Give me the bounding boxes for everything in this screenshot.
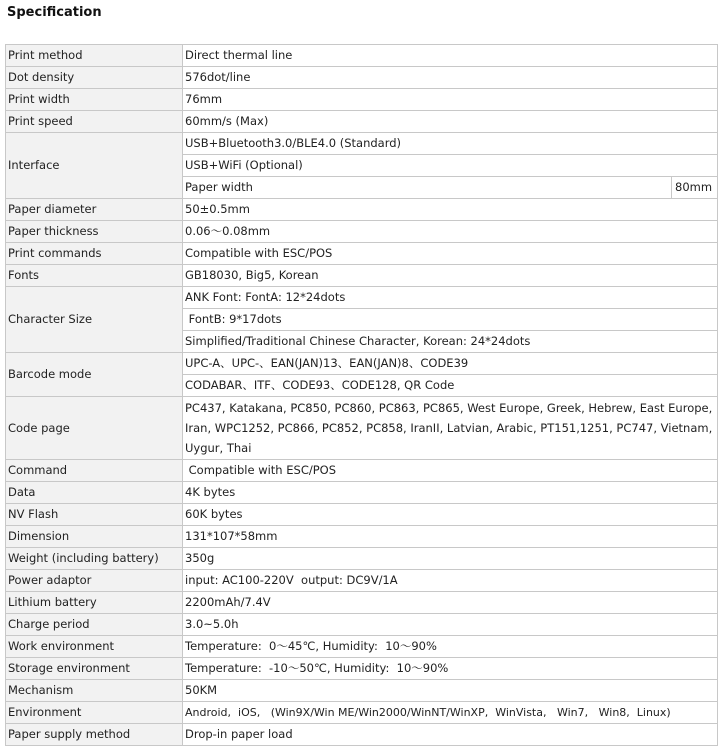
- paper-width-cell: [183, 177, 718, 199]
- row-value: ANK Font: FontA: 12*24dots: [183, 287, 718, 309]
- row-label: Print method: [6, 45, 183, 67]
- row-label: Dot density: [6, 67, 183, 89]
- row-value: 2200mAh/7.4V: [183, 592, 718, 614]
- row-label: Print speed: [6, 111, 183, 133]
- row-label: Work environment: [6, 636, 183, 658]
- table-row: [6, 133, 718, 155]
- row-value: GB18030, Big5, Korean: [183, 265, 718, 287]
- row-label: Dimension: [6, 526, 183, 548]
- row-value: 0.06～0.08mm: [183, 221, 718, 243]
- table-row: [6, 243, 718, 265]
- row-label: Lithium battery: [6, 592, 183, 614]
- row-label: Character Size: [6, 287, 183, 353]
- row-label: Weight (including battery): [6, 548, 183, 570]
- row-label: Power adaptor: [6, 570, 183, 592]
- row-label: Fonts: [6, 265, 183, 287]
- table-row: [6, 460, 718, 482]
- paper-width-value: 80mm: [671, 177, 717, 198]
- row-label: Storage environment: [6, 658, 183, 680]
- specification-table: [5, 44, 718, 746]
- row-value: 576dot/line: [183, 67, 718, 89]
- row-value: 60mm/s (Max): [183, 111, 718, 133]
- row-label: Command: [6, 460, 183, 482]
- table-row: [6, 592, 718, 614]
- table-row: [6, 526, 718, 548]
- table-row: [6, 89, 718, 111]
- row-label: Print width: [6, 89, 183, 111]
- row-label: Code page: [6, 397, 183, 460]
- row-value: USB+Bluetooth3.0/BLE4.0 (Standard): [183, 133, 718, 155]
- table-row: [6, 353, 718, 375]
- row-value: 50±0.5mm: [183, 199, 718, 221]
- table-row: [6, 397, 718, 460]
- row-value: 4K bytes: [183, 482, 718, 504]
- row-label: Paper thickness: [6, 221, 183, 243]
- table-row: [6, 199, 718, 221]
- row-value: Drop-in paper load: [183, 724, 718, 746]
- row-value: input: AC100-220V output: DC9V/1A: [183, 570, 718, 592]
- table-row: [6, 287, 718, 309]
- row-label: Barcode mode: [6, 353, 183, 397]
- row-label: NV Flash: [6, 504, 183, 526]
- row-value: Android, iOS, (Win9X/Win ME/Win2000/WinNT/WinXP, WinVista, Win7, Win8, Linux): [183, 702, 718, 724]
- table-row: [6, 636, 718, 658]
- table-row: [6, 221, 718, 243]
- table-row: [6, 614, 718, 636]
- table-row: [6, 45, 718, 67]
- row-value: Temperature: 0～45℃, Humidity: 10～90%: [183, 636, 718, 658]
- row-value: PC437, Katakana, PC850, PC860, PC863, PC865, West Europe, Greek, Hebrew, East Europe, Iran, WPC1252, PC866, PC852, PC858, IranII, Latvian, Arabic, PT151,1251, PC747, Vietnam, Uygur, Thai: [183, 397, 718, 460]
- row-value: 3.0~5.0h: [183, 614, 718, 636]
- row-value: 60K bytes: [183, 504, 718, 526]
- row-label: Mechanism: [6, 680, 183, 702]
- table-row: [6, 482, 718, 504]
- row-value: Compatible with ESC/POS: [183, 243, 718, 265]
- row-value: 76mm: [183, 89, 718, 111]
- row-value: CODABAR、ITF、CODE93、CODE128, QR Code: [183, 375, 718, 397]
- table-row: [6, 570, 718, 592]
- row-value: 350g: [183, 548, 718, 570]
- table-row: [6, 504, 718, 526]
- row-label: Paper diameter: [6, 199, 183, 221]
- table-row: [6, 111, 718, 133]
- row-value: Compatible with ESC/POS: [183, 460, 718, 482]
- row-value: UPC-A、UPC-、EAN(JAN)13、EAN(JAN)8、CODE39: [183, 353, 718, 375]
- row-label: Environment: [6, 702, 183, 724]
- page-title: Specification: [7, 5, 102, 20]
- table-row: [6, 265, 718, 287]
- row-value: Simplified/Traditional Chinese Character, Korean: 24*24dots: [183, 331, 718, 353]
- row-value: Temperature: -10～50℃, Humidity: 10～90%: [183, 658, 718, 680]
- row-label: Data: [6, 482, 183, 504]
- row-value: Direct thermal line: [183, 45, 718, 67]
- table-row: [6, 724, 718, 746]
- table-row: [6, 67, 718, 89]
- table-row: [6, 702, 718, 724]
- row-value: USB+WiFi (Optional): [183, 155, 718, 177]
- row-label: Paper supply method: [6, 724, 183, 746]
- table-row: [6, 548, 718, 570]
- table-row: [6, 680, 718, 702]
- row-label: Interface: [6, 133, 183, 199]
- paper-width-label: Paper width: [185, 180, 253, 194]
- row-label: Charge period: [6, 614, 183, 636]
- row-value: 131*107*58mm: [183, 526, 718, 548]
- table-row: [6, 658, 718, 680]
- row-value: 50KM: [183, 680, 718, 702]
- row-label: Print commands: [6, 243, 183, 265]
- row-value: FontB: 9*17dots: [183, 309, 718, 331]
